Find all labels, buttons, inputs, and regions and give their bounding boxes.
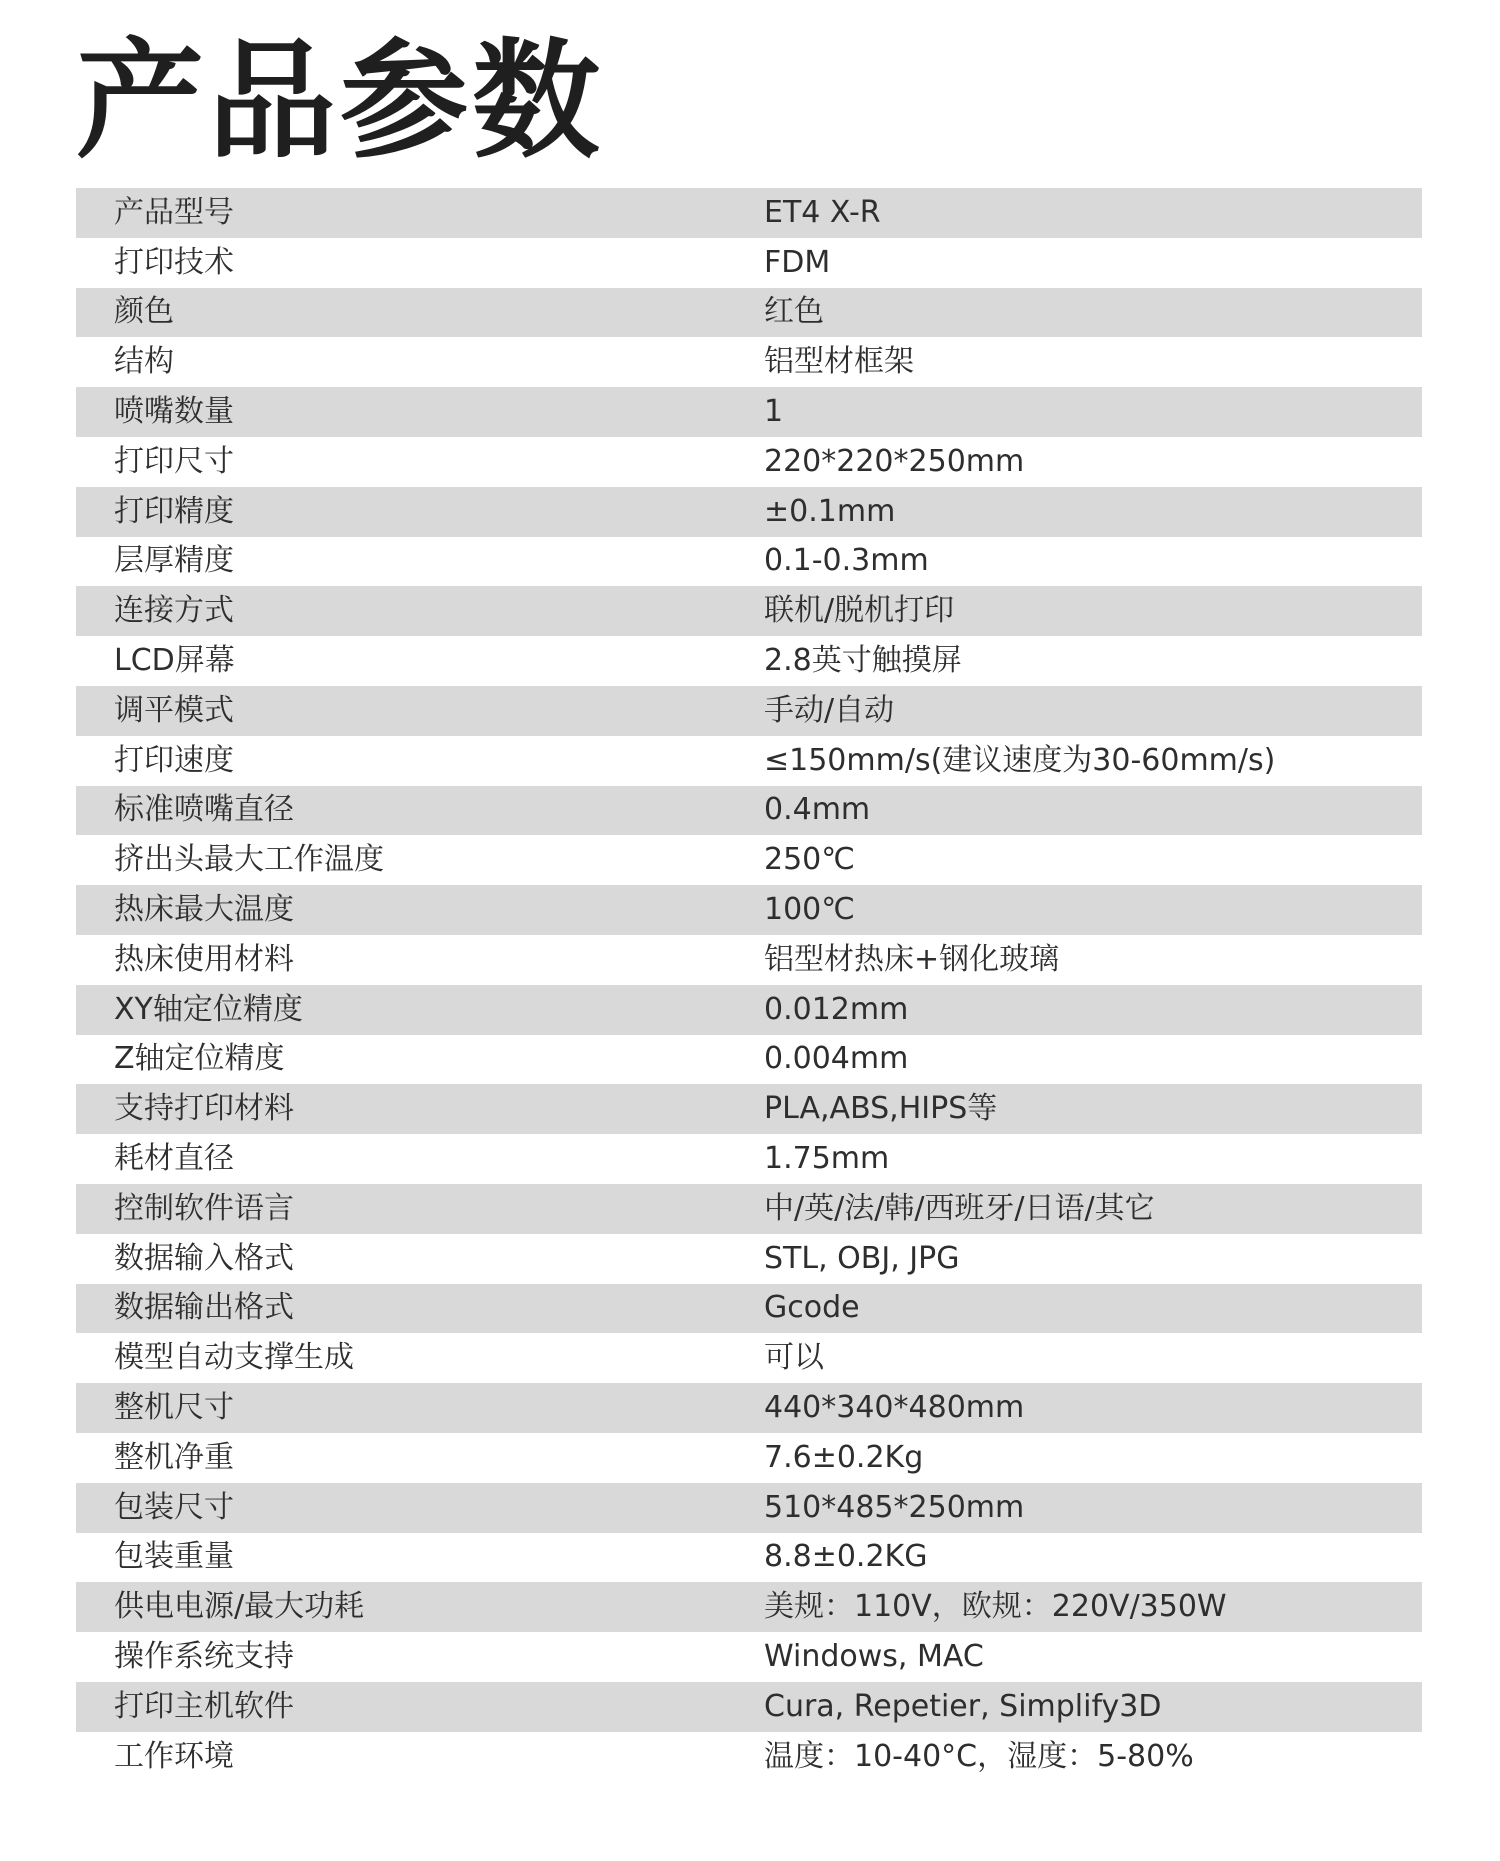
spec-label: 打印速度: [76, 736, 764, 786]
spec-label: 产品型号: [76, 188, 764, 238]
spec-value: 联机/脱机打印: [764, 586, 1422, 636]
spec-row: [76, 1732, 1422, 1782]
spec-value: 510*485*250mm: [764, 1483, 1422, 1533]
spec-row: [76, 1682, 1422, 1732]
spec-row: [76, 1533, 1422, 1583]
spec-row: [76, 1582, 1422, 1632]
spec-label: 颜色: [76, 288, 764, 338]
spec-row: [76, 1433, 1422, 1483]
spec-row: [76, 935, 1422, 985]
spec-label: 挤出头最大工作温度: [76, 835, 764, 885]
spec-value: 可以: [764, 1333, 1422, 1383]
spec-label: 打印尺寸: [76, 437, 764, 487]
spec-label: 耗材直径: [76, 1134, 764, 1184]
spec-table-body: [76, 188, 1422, 1782]
spec-value: 220*220*250mm: [764, 437, 1422, 487]
spec-label: 连接方式: [76, 586, 764, 636]
spec-value: 中/英/法/韩/西班牙/日语/其它: [764, 1184, 1422, 1234]
spec-row: [76, 736, 1422, 786]
spec-row: [76, 1383, 1422, 1433]
spec-value: ET4 X-R: [764, 188, 1422, 238]
spec-label: 调平模式: [76, 686, 764, 736]
spec-label: 数据输入格式: [76, 1234, 764, 1284]
spec-value: 7.6±0.2Kg: [764, 1433, 1422, 1483]
spec-row: [76, 1333, 1422, 1383]
spec-value: 8.8±0.2KG: [764, 1533, 1422, 1583]
spec-label: 标准喷嘴直径: [76, 786, 764, 836]
spec-label: 支持打印材料: [76, 1084, 764, 1134]
spec-label: 操作系统支持: [76, 1632, 764, 1682]
spec-label: XY轴定位精度: [76, 985, 764, 1035]
spec-value: 1: [764, 387, 1422, 437]
spec-label: 打印技术: [76, 238, 764, 288]
spec-row: [76, 188, 1422, 238]
spec-value: 0.1-0.3mm: [764, 537, 1422, 587]
spec-label: 数据输出格式: [76, 1284, 764, 1334]
spec-value: 0.012mm: [764, 985, 1422, 1035]
spec-value: 铝型材框架: [764, 337, 1422, 387]
spec-row: [76, 1035, 1422, 1085]
spec-value: 铝型材热床+钢化玻璃: [764, 935, 1422, 985]
spec-label: LCD屏幕: [76, 636, 764, 686]
spec-value: 红色: [764, 288, 1422, 338]
spec-row: [76, 835, 1422, 885]
spec-value: 温度：10-40°C，湿度：5-80%: [764, 1732, 1422, 1782]
spec-value: Cura, Repetier, Simplify3D: [764, 1682, 1422, 1732]
spec-row: [76, 1284, 1422, 1334]
spec-value: Windows, MAC: [764, 1632, 1422, 1682]
spec-value: 手动/自动: [764, 686, 1422, 736]
spec-label: 打印主机软件: [76, 1682, 764, 1732]
spec-value: 2.8英寸触摸屏: [764, 636, 1422, 686]
spec-row: [76, 1234, 1422, 1284]
spec-label: 包装重量: [76, 1533, 764, 1583]
page-title: 产品参数: [76, 27, 605, 176]
spec-label: 整机尺寸: [76, 1383, 764, 1433]
spec-row: [76, 885, 1422, 935]
spec-row: [76, 1084, 1422, 1134]
spec-row: [76, 387, 1422, 437]
spec-row: [76, 1483, 1422, 1533]
spec-row: [76, 686, 1422, 736]
spec-value: FDM: [764, 238, 1422, 288]
spec-table: [76, 188, 1422, 1782]
spec-value: 0.4mm: [764, 786, 1422, 836]
spec-label: 层厚精度: [76, 537, 764, 587]
spec-value: 100℃: [764, 885, 1422, 935]
spec-value: ≤150mm/s(建议速度为30-60mm/s): [764, 736, 1422, 786]
spec-row: [76, 537, 1422, 587]
spec-label: 模型自动支撑生成: [76, 1333, 764, 1383]
spec-value: 440*340*480mm: [764, 1383, 1422, 1433]
spec-value: 250℃: [764, 835, 1422, 885]
spec-label: 热床最大温度: [76, 885, 764, 935]
spec-label: 整机净重: [76, 1433, 764, 1483]
spec-row: [76, 1184, 1422, 1234]
spec-row: [76, 636, 1422, 686]
spec-row: [76, 1632, 1422, 1682]
spec-row: [76, 238, 1422, 288]
spec-label: 打印精度: [76, 487, 764, 537]
spec-value: PLA,ABS,HIPS等: [764, 1084, 1422, 1134]
spec-value: Gcode: [764, 1284, 1422, 1334]
spec-row: [76, 337, 1422, 387]
spec-label: 供电电源/最大功耗: [76, 1582, 764, 1632]
spec-row: [76, 437, 1422, 487]
spec-label: 结构: [76, 337, 764, 387]
spec-row: [76, 985, 1422, 1035]
spec-label: 控制软件语言: [76, 1184, 764, 1234]
spec-value: 0.004mm: [764, 1035, 1422, 1085]
spec-row: [76, 1134, 1422, 1184]
spec-label: 包装尺寸: [76, 1483, 764, 1533]
spec-value: ±0.1mm: [764, 487, 1422, 537]
spec-row: [76, 288, 1422, 338]
spec-label: 热床使用材料: [76, 935, 764, 985]
spec-row: [76, 487, 1422, 537]
spec-label: 喷嘴数量: [76, 387, 764, 437]
spec-row: [76, 786, 1422, 836]
spec-value: 美规：110V，欧规：220V/350W: [764, 1582, 1422, 1632]
spec-label: Z轴定位精度: [76, 1035, 764, 1085]
spec-row: [76, 586, 1422, 636]
spec-value: 1.75mm: [764, 1134, 1422, 1184]
spec-label: 工作环境: [76, 1732, 764, 1782]
spec-value: STL, OBJ, JPG: [764, 1234, 1422, 1284]
